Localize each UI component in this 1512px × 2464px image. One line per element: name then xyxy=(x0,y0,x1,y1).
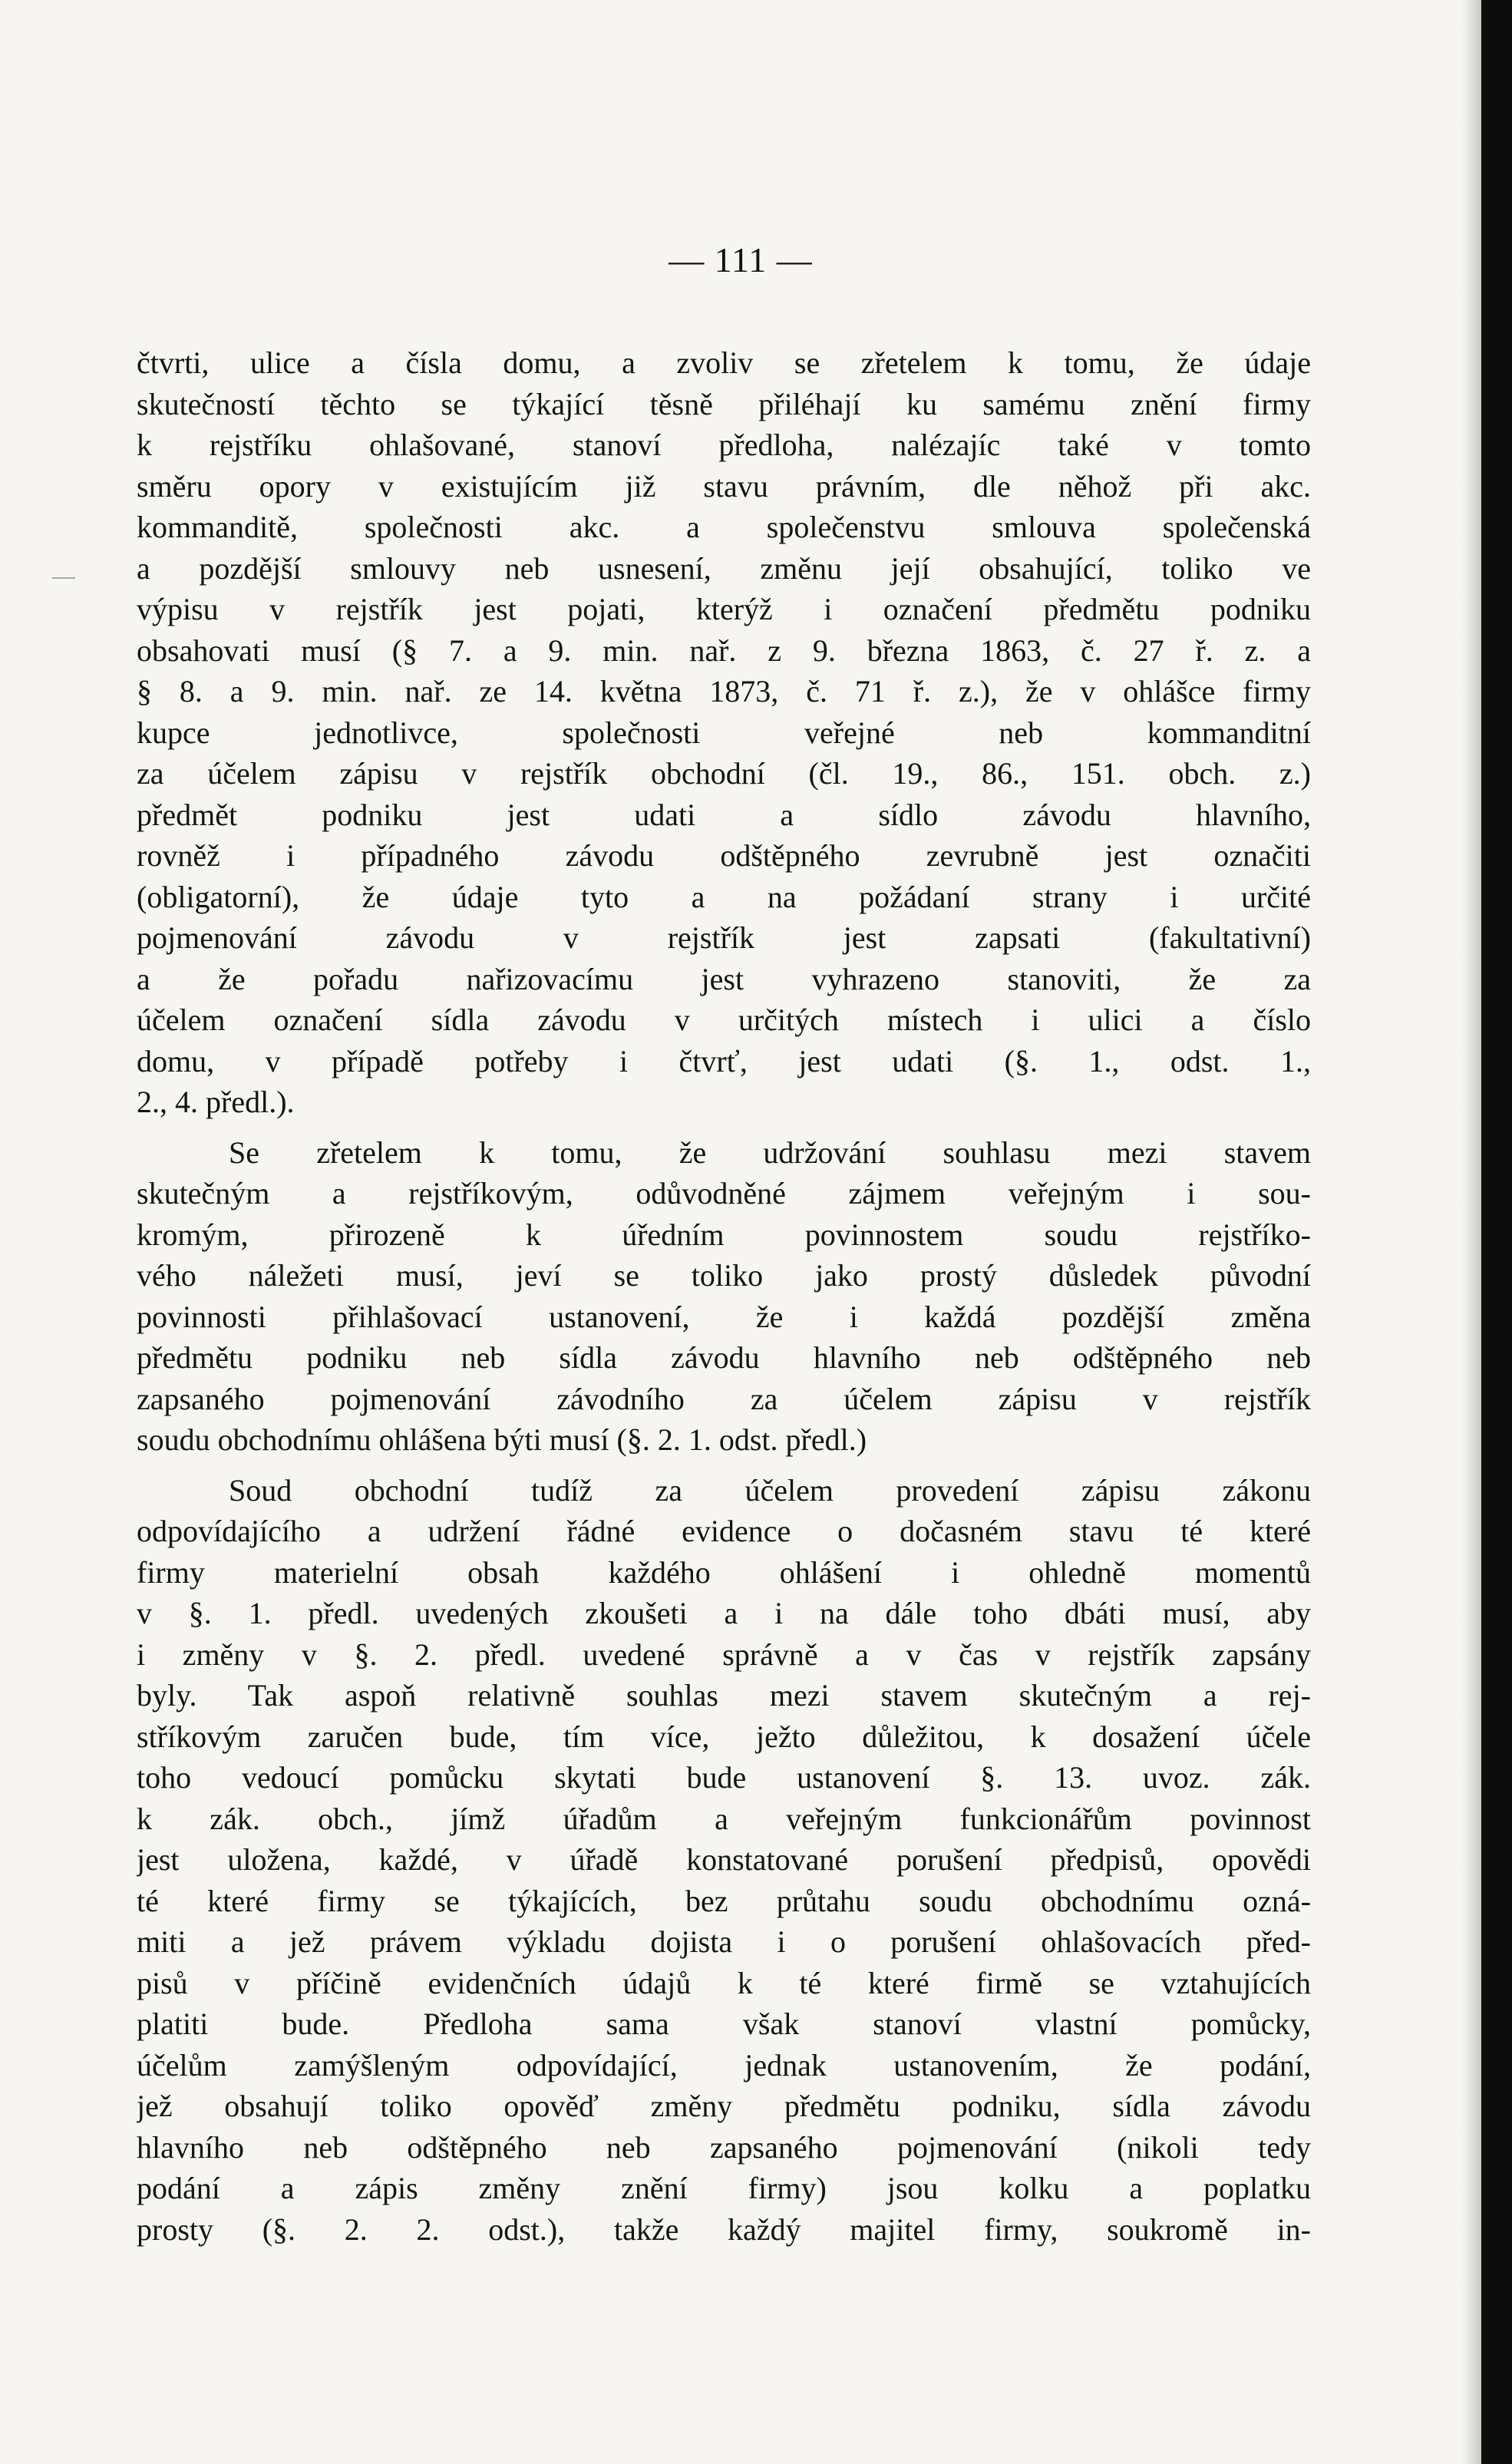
paragraph-3 xyxy=(137,1470,1311,2251)
page-number: — 111 — xyxy=(669,240,813,279)
text-line: toho vedoucí pomůcku skytati bude ustanovení §. 13. uvoz. zák. xyxy=(137,1760,1311,1795)
text-line: 2., 4. předl.). xyxy=(137,1085,295,1119)
text-line: účelům zamýšleným odpovídající, jednak ustanovením, že podání, xyxy=(137,2047,1311,2083)
text-line: Soud obchodní tudíž za účelem provedení zápisu zákonu xyxy=(229,1472,1311,1508)
paragraph-1 xyxy=(137,342,1311,1123)
text-line: miti a jež právem výkladu dojista i o porušení ohlašovacích před- xyxy=(137,1924,1311,1959)
text-line: za účelem zápisu v rejstřík obchodní (čl. 19., 86., 151. obch. z.) xyxy=(137,756,1311,791)
text-line: k zák. obch., jímž úřadům a veřejným funkcionářům povinnost xyxy=(137,1801,1311,1836)
text-line: a pozdější smlouvy neb usnesení, změnu její obsahující, toliko ve xyxy=(137,550,1311,586)
text-line: předmět podniku jest udati a sídlo závodu hlavního, xyxy=(137,797,1311,832)
text-line: byly. Tak aspoň relativně souhlas mezi stavem skutečným a rej- xyxy=(137,1678,1311,1713)
page-edge-shadow xyxy=(1462,0,1481,2464)
scan-border xyxy=(1481,0,1512,2464)
text-line: zapsaného pojmenování závodního za účelem zápisu v rejstřík xyxy=(137,1381,1311,1416)
paragraph-2 xyxy=(137,1132,1311,1461)
text-line: pojmenování závodu v rejstřík jest zapsati (fakultativní) xyxy=(137,920,1311,955)
text-line: § 8. a 9. min. nař. ze 14. května 1873, č. 71 ř. z.), že v ohlášce firmy xyxy=(137,674,1311,708)
text-line: soudu obchodnímu ohlášena býti musí (§. 2. 1. odst. předl.) xyxy=(137,1422,867,1457)
text-line: domu, v případě potřeby i čtvrť, jest udati (§. 1., odst. 1., xyxy=(137,1043,1311,1078)
paragraph-gap xyxy=(137,1123,1311,1132)
text-line: hlavního neb odštěpného neb zapsaného pojmenování (nikoli tedy xyxy=(137,2129,1311,2165)
text-line: skutečným a rejstříkovým, odůvodněné zájmem veřejným i sou- xyxy=(137,1176,1311,1211)
text-line: odpovídajícího a udržení řádné evidence o dočasném stavu té které xyxy=(137,1514,1311,1548)
paragraph-gap xyxy=(137,1461,1311,1470)
text-line: výpisu v rejstřík jest pojati, kterýž i označení předmětu podniku xyxy=(137,592,1311,626)
text-line: k rejstříku ohlašované, stanoví předloha, nalézajíc také v tomto xyxy=(137,428,1311,462)
text-line: kommanditě, společnosti akc. a společenstvu smlouva společenská xyxy=(137,510,1311,544)
text-line: obsahovati musí (§ 7. a 9. min. nař. z 9. března 1863, č. 27 ř. z. a xyxy=(137,633,1311,668)
text-line: v §. 1. předl. uvedených zkoušeti a i na dále toho dbáti musí, aby xyxy=(137,1596,1311,1630)
text-line: směru opory v existujícím již stavu právním, dle něhož při akc. xyxy=(137,468,1311,504)
text-line: čtvrti, ulice a čísla domu, a zvoliv se zřetelem k tomu, že údaje xyxy=(137,345,1311,380)
text-line: skutečností těchto se týkající těsně přiléhají ku samému znění firmy xyxy=(137,386,1311,421)
text-line: vého náležeti musí, jeví se toliko jako prostý důsledek původní xyxy=(137,1258,1311,1293)
text-line: jest uložena, každé, v úřadě konstatované porušení předpisů, opovědi xyxy=(137,1842,1311,1877)
text-line: povinnosti přihlašovací ustanovení, že i každá pozdější změna xyxy=(137,1299,1311,1334)
text-line: platiti bude. Předloha sama však stanoví vlastní pomůcky, xyxy=(137,2007,1311,2041)
text-line: a že pořadu nařizovacímu jest vyhrazeno stanoviti, že za xyxy=(137,961,1311,996)
text-line: té které firmy se týkajících, bez průtahu soudu obchodnímu ozná- xyxy=(137,1883,1311,1918)
text-line: firmy materielní obsah každého ohlášení i ohledně momentů xyxy=(137,1554,1311,1590)
body-text xyxy=(137,342,1311,2250)
text-line: předmětu podniku neb sídla závodu hlavního neb odštěpného neb xyxy=(137,1340,1311,1375)
text-line: (obligatorní), že údaje tyto a na požádaní strany i určité xyxy=(137,879,1311,914)
text-line: účelem označení sídla závodu v určitých místech i ulici a číslo xyxy=(137,1002,1311,1037)
text-line: prosty (§. 2. 2. odst.), takže každý majitel firmy, soukromě in- xyxy=(137,2211,1311,2247)
text-line: kupce jednotlivce, společnosti veřejné neb kommanditní xyxy=(137,715,1311,750)
text-line: kromým, přirozeně k úředním povinnostem soudu rejstříko- xyxy=(137,1217,1311,1252)
text-line: i změny v §. 2. předl. uvedené správně a v čas v rejstřík zapsány xyxy=(137,1637,1311,1672)
margin-mark xyxy=(52,577,75,579)
text-line: jež obsahují toliko opověď změny předmětu podniku, sídla závodu xyxy=(137,2089,1311,2123)
text-line: podání a zápis změny znění firmy) jsou kolku a poplatku xyxy=(137,2171,1311,2205)
text-line: rovněž i případného závodu odštěpného zevrubně jest označiti xyxy=(137,838,1311,873)
text-line: stříkovým zaručen bude, tím více, ježto důležitou, k dosažení účele xyxy=(137,1719,1311,1754)
text-line: Se zřetelem k tomu, že udržování souhlasu mezi stavem xyxy=(229,1135,1311,1170)
text-line: pisů v příčině evidenčních údajů k té které firmě se vztahujících xyxy=(137,1965,1311,2000)
